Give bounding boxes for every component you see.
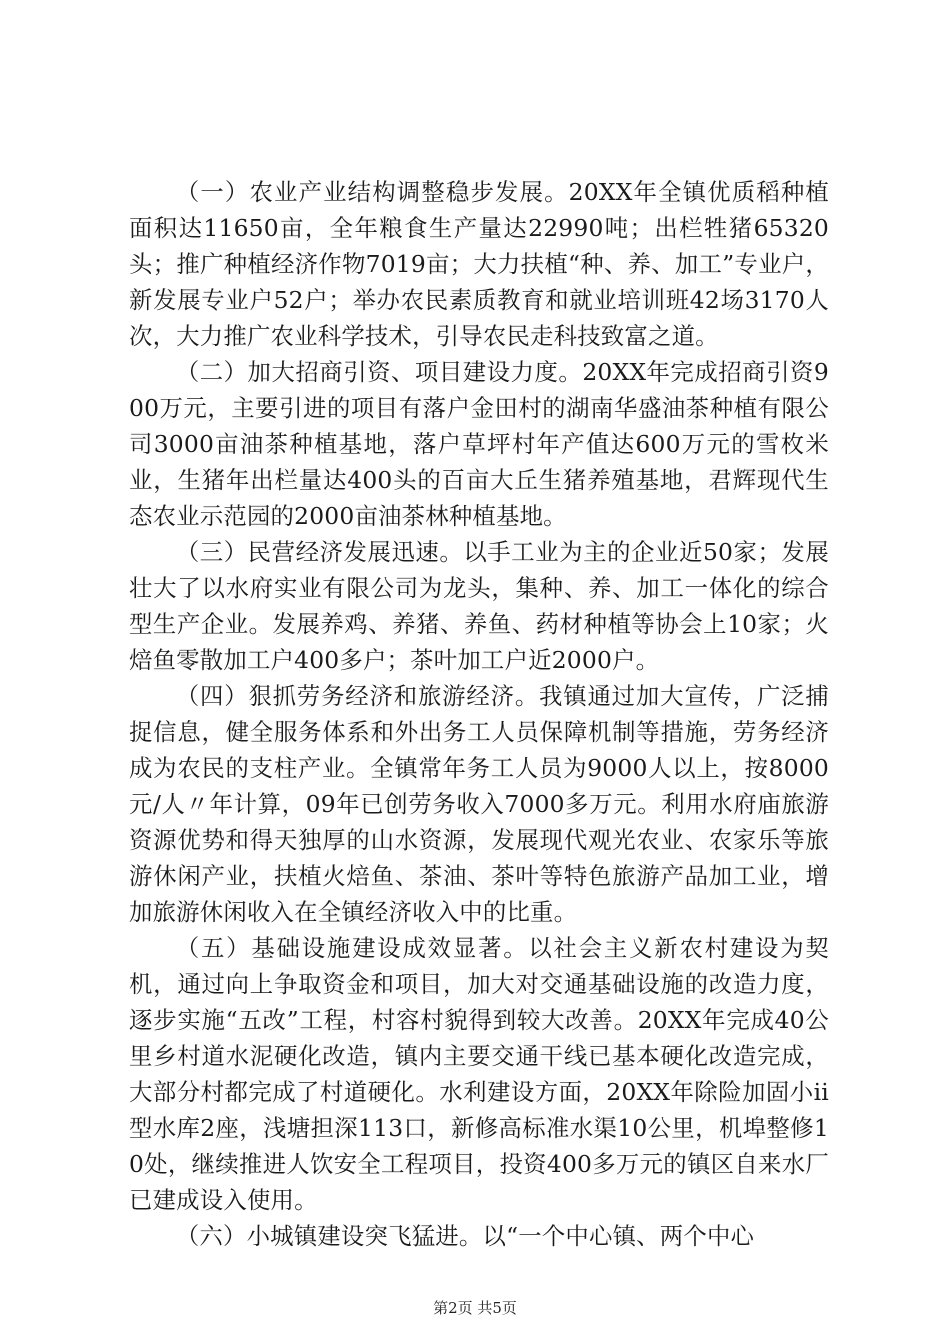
paragraph-investment: （二）加大招商引资、项目建设力度。20XX年完成招商引资900万元，主要引进的项目有落户金田村的湖南华盛油茶种植有限公司3000亩油茶种植基地，落户草坪村年产值达600万元的雪枚米业，生猪年出栏量达400头的百亩大丘生猪养殖基地，君辉现代生态农业示范园的2000亩油茶林种植基地。: [129, 358, 829, 530]
paragraph-private-economy: （三）民营经济发展迅速。以手工业为主的企业近50家；发展壮大了以水府实业有限公司为龙头，集种、养、加工一体化的综合型生产企业。发展养鸡、养猪、养鱼、药材种植等协会上10家；火焙鱼零散加工户400多户；茶叶加工户近2000户。: [129, 538, 829, 674]
document-body: [129, 174, 829, 1254]
page-number-footer: 第2页 共5页: [433, 1299, 517, 1317]
paragraph-labor-tourism: （四）狠抓劳务经济和旅游经济。我镇通过加大宣传，广泛捕捉信息，健全服务体系和外出务工人员保障机制等措施，劳务经济成为农民的支柱产业。全镇常年务工人员为9000人以上，按8000元/人〃年计算，09年已创劳务收入7000多万元。利用水府庙旅游资源优势和得天独厚的山水资源，发展现代观光农业、农家乐等旅游休闲产业，扶植火焙鱼、茶油、茶叶等特色旅游产品加工业，增加旅游休闲收入在全镇经济收入中的比重。: [129, 682, 829, 926]
paragraph-agriculture: （一）农业产业结构调整稳步发展。20XX年全镇优质稻种植面积达11650亩，全年粮食生产量达22990吨；出栏牲猪65320头；推广种植经济作物7019亩；大力扶植“种、养、加工”专业户，新发展专业户52户；举办农民素质教育和就业培训班42场3170人次，大力推广农业科学技术，引导农民走科技致富之道。: [129, 178, 829, 350]
paragraph-infrastructure: （五）基础设施建设成效显著。以社会主义新农村建设为契机，通过向上争取资金和项目，加大对交通基础设施的改造力度，逐步实施“五改”工程，村容村貌得到较大改善。20XX年完成40公里乡村道水泥硬化改造，镇内主要交通干线已基本硬化改造完成，大部分村都完成了村道硬化。水利建设方面，20XX年除险加固小ii型水库2座，浅塘担深113口，新修高标准水渠10公里，机埠整修10处，继续推进人饮安全工程项目，投资400多万元的镇区自来水厂已建成设入使用。: [129, 934, 829, 1214]
paragraph-town-construction: （六）小城镇建设突飞猛进。以“一个中心镇、两个中心: [175, 1222, 755, 1250]
